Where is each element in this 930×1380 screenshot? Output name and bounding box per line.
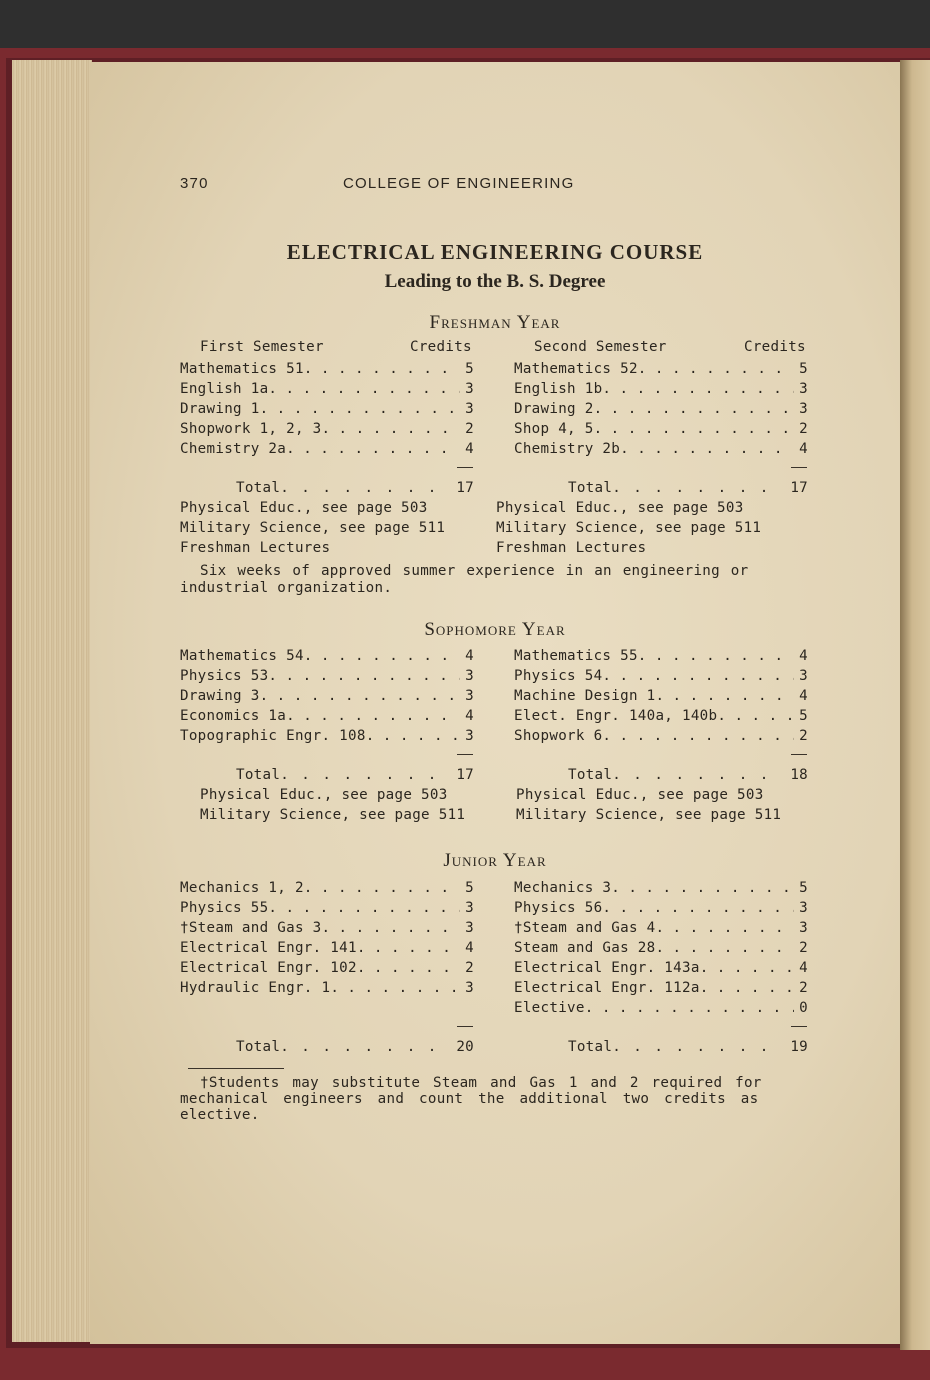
leader-dots bbox=[268, 666, 460, 686]
total-label: Total bbox=[568, 767, 613, 783]
course-credits: 2 bbox=[465, 421, 474, 437]
freshman-first-semester bbox=[180, 359, 474, 459]
leader-dots: . . . . . . . . bbox=[280, 767, 439, 783]
total-value: 17 bbox=[456, 767, 474, 783]
course-name: English 1a bbox=[180, 381, 269, 397]
course-row bbox=[514, 938, 808, 958]
course-credits: 5 bbox=[799, 880, 808, 896]
course-name: Physics 53 bbox=[180, 668, 269, 684]
course-row bbox=[180, 666, 474, 686]
leader-dots bbox=[321, 918, 460, 938]
course-row bbox=[180, 918, 474, 938]
leader-dots bbox=[620, 439, 794, 459]
junior-heading: Junior Year bbox=[443, 850, 547, 871]
total-label: Total bbox=[568, 1039, 613, 1055]
footnote: †Students may substitute Steam and Gas 1 and 2 required for bbox=[200, 1075, 762, 1091]
leader-dots bbox=[602, 379, 794, 399]
course-name: Electrical Engr. 112a bbox=[514, 980, 700, 996]
note: Military Science, see page 511 bbox=[180, 520, 446, 536]
leader-dots bbox=[330, 978, 460, 998]
course-credits: 3 bbox=[465, 900, 474, 916]
course-name: Drawing 2 bbox=[514, 401, 594, 417]
note: Physical Educ., see page 503 bbox=[200, 787, 448, 803]
course-row bbox=[180, 978, 474, 998]
leader-dots bbox=[717, 706, 794, 726]
freshman-left-total bbox=[236, 478, 474, 498]
course-name: Mathematics 52 bbox=[514, 361, 638, 377]
course-credits: 3 bbox=[465, 401, 474, 417]
course-credits: 4 bbox=[799, 960, 808, 976]
freshman-right-total bbox=[568, 478, 808, 498]
course-row bbox=[514, 439, 808, 459]
course-credits: 0 bbox=[799, 1000, 808, 1016]
course-row bbox=[180, 439, 474, 459]
course-name: Shop 4, 5 bbox=[514, 421, 594, 437]
course-row bbox=[514, 666, 808, 686]
course-name: Elect. Engr. 140a, 140b bbox=[514, 708, 718, 724]
course-credits: 2 bbox=[799, 980, 808, 996]
course-name: Hydraulic Engr. 1 bbox=[180, 980, 331, 996]
course-name: Machine Design 1 bbox=[514, 688, 656, 704]
total-label: Total bbox=[568, 480, 613, 496]
note: Military Science, see page 511 bbox=[496, 520, 762, 536]
course-name: Electrical Engr. 143a bbox=[514, 960, 700, 976]
course-row bbox=[514, 646, 808, 666]
course-credits: 3 bbox=[799, 401, 808, 417]
course-row bbox=[514, 726, 808, 746]
course-row bbox=[514, 379, 808, 399]
course-name: Physics 56 bbox=[514, 900, 603, 916]
course-name: Economics 1a bbox=[180, 708, 287, 724]
course-credits: 3 bbox=[465, 668, 474, 684]
course-name: Drawing 3 bbox=[180, 688, 260, 704]
leader-dots: . . . . . . . . bbox=[280, 1039, 439, 1055]
course-credits: 5 bbox=[465, 361, 474, 377]
leader-dots bbox=[594, 419, 794, 439]
page-subtitle: Leading to the B. S. Degree bbox=[384, 271, 606, 292]
leader-dots bbox=[260, 686, 460, 706]
course-row bbox=[180, 359, 474, 379]
leader-dots bbox=[638, 646, 794, 666]
course-name: Steam and Gas 28 bbox=[514, 940, 656, 956]
course-credits: 5 bbox=[799, 361, 808, 377]
course-row bbox=[514, 978, 808, 998]
course-credits: 4 bbox=[799, 441, 808, 457]
second-semester-label: Second Semester bbox=[534, 339, 667, 355]
credits-label-left: Credits bbox=[410, 339, 472, 355]
leader-dots bbox=[357, 938, 460, 958]
course-row bbox=[180, 646, 474, 666]
course-credits: 2 bbox=[799, 940, 808, 956]
leader-dots bbox=[602, 726, 794, 746]
leader-dots bbox=[304, 878, 460, 898]
course-credits: 3 bbox=[465, 688, 474, 704]
sophomore-right-total bbox=[568, 765, 808, 785]
course-name: Electrical Engr. 141 bbox=[180, 940, 357, 956]
leader-dots bbox=[268, 379, 460, 399]
page-title: ELECTRICAL ENGINEERING COURSE bbox=[286, 240, 704, 264]
junior-first-semester bbox=[180, 878, 474, 998]
course-name: †Steam and Gas 3 bbox=[180, 920, 322, 936]
leader-dots bbox=[286, 706, 460, 726]
total-value: 17 bbox=[790, 480, 808, 496]
footnote: mechanical engineers and count the additional two credits as bbox=[180, 1091, 759, 1107]
sum-line bbox=[791, 467, 807, 468]
credits-label-right: Credits bbox=[744, 339, 806, 355]
course-credits: 4 bbox=[799, 648, 808, 664]
sum-line bbox=[457, 754, 473, 755]
running-head: COLLEGE OF ENGINEERING bbox=[343, 175, 575, 192]
leader-dots: . . . . . . . . bbox=[280, 480, 439, 496]
course-row bbox=[514, 898, 808, 918]
leader-dots: . . . . . . . . bbox=[612, 480, 771, 496]
course-row bbox=[514, 359, 808, 379]
leader-dots bbox=[638, 359, 794, 379]
footnote-rule bbox=[188, 1068, 284, 1069]
course-name: Shopwork 1, 2, 3 bbox=[180, 421, 322, 437]
note: Freshman Lectures bbox=[180, 540, 331, 556]
course-row bbox=[180, 726, 474, 746]
leader-dots bbox=[304, 359, 460, 379]
total-label: Total bbox=[236, 480, 281, 496]
total-label: Total bbox=[236, 767, 281, 783]
junior-left-total bbox=[236, 1037, 474, 1057]
sophomore-heading: Sophomore Year bbox=[424, 619, 566, 640]
leader-dots bbox=[602, 898, 794, 918]
course-name: Mechanics 1, 2 bbox=[180, 880, 304, 896]
course-credits: 3 bbox=[799, 920, 808, 936]
page-number: 370 bbox=[180, 175, 209, 192]
course-name: Drawing 1 bbox=[180, 401, 260, 417]
first-semester-label: First Semester bbox=[200, 339, 324, 355]
course-credits: 4 bbox=[799, 688, 808, 704]
summer-note: industrial organization. bbox=[180, 580, 393, 596]
course-name: Mechanics 3 bbox=[514, 880, 612, 896]
leader-dots bbox=[611, 878, 794, 898]
course-credits: 2 bbox=[799, 728, 808, 744]
course-row bbox=[180, 958, 474, 978]
course-name: Mathematics 55 bbox=[514, 648, 638, 664]
course-name: Chemistry 2b bbox=[514, 441, 621, 457]
course-name: Shopwork 6 bbox=[514, 728, 603, 744]
course-credits: 3 bbox=[799, 900, 808, 916]
course-credits: 3 bbox=[465, 728, 474, 744]
leader-dots bbox=[366, 726, 460, 746]
course-row bbox=[514, 419, 808, 439]
course-name: Elective bbox=[514, 1000, 585, 1016]
leader-dots bbox=[655, 938, 794, 958]
footnote: elective. bbox=[180, 1107, 260, 1123]
summer-note: Six weeks of approved summer experience in an engineering or bbox=[200, 563, 749, 579]
course-name: Physics 55 bbox=[180, 900, 269, 916]
course-name: Physics 54 bbox=[514, 668, 603, 684]
leader-dots bbox=[260, 399, 460, 419]
course-credits: 5 bbox=[799, 708, 808, 724]
total-value: 18 bbox=[790, 767, 808, 783]
course-name: †Steam and Gas 4 bbox=[514, 920, 656, 936]
course-row bbox=[180, 898, 474, 918]
leader-dots bbox=[321, 419, 460, 439]
leader-dots: . . . . . . . . bbox=[612, 767, 771, 783]
course-row bbox=[180, 878, 474, 898]
leader-dots bbox=[602, 666, 794, 686]
note: Freshman Lectures bbox=[496, 540, 647, 556]
leader-dots bbox=[594, 399, 794, 419]
sum-line bbox=[791, 754, 807, 755]
course-credits: 3 bbox=[799, 381, 808, 397]
total-label: Total bbox=[236, 1039, 281, 1055]
leader-dots bbox=[357, 958, 460, 978]
course-credits: 3 bbox=[465, 920, 474, 936]
course-row bbox=[180, 419, 474, 439]
sum-line bbox=[791, 1026, 807, 1027]
course-credits: 3 bbox=[465, 980, 474, 996]
course-credits: 3 bbox=[799, 668, 808, 684]
course-credits: 3 bbox=[465, 381, 474, 397]
course-row bbox=[514, 878, 808, 898]
course-name: English 1b bbox=[514, 381, 603, 397]
total-value: 20 bbox=[456, 1039, 474, 1055]
course-row bbox=[514, 686, 808, 706]
sophomore-left-total bbox=[236, 765, 474, 785]
course-credits: 2 bbox=[465, 960, 474, 976]
course-row bbox=[514, 399, 808, 419]
course-row bbox=[180, 706, 474, 726]
course-row bbox=[514, 998, 808, 1018]
course-credits: 4 bbox=[465, 441, 474, 457]
course-name: Mathematics 51 bbox=[180, 361, 304, 377]
course-row bbox=[514, 706, 808, 726]
course-credits: 2 bbox=[799, 421, 808, 437]
sum-line bbox=[457, 1026, 473, 1027]
course-name: Mathematics 54 bbox=[180, 648, 304, 664]
sophomore-first-semester bbox=[180, 646, 474, 746]
junior-right-total bbox=[568, 1037, 808, 1057]
course-credits: 5 bbox=[465, 880, 474, 896]
junior-second-semester bbox=[514, 878, 808, 1018]
course-credits: 4 bbox=[465, 648, 474, 664]
leader-dots bbox=[655, 918, 794, 938]
note: Military Science, see page 511 bbox=[200, 807, 466, 823]
total-value: 19 bbox=[790, 1039, 808, 1055]
sophomore-second-semester bbox=[514, 646, 808, 746]
leader-dots bbox=[585, 998, 794, 1018]
leader-dots bbox=[304, 646, 460, 666]
total-value: 17 bbox=[456, 480, 474, 496]
note: Physical Educ., see page 503 bbox=[180, 500, 428, 516]
leader-dots bbox=[655, 686, 794, 706]
leader-dots: . . . . . . . . bbox=[612, 1039, 771, 1055]
note: Physical Educ., see page 503 bbox=[496, 500, 744, 516]
leader-dots bbox=[286, 439, 460, 459]
leader-dots bbox=[268, 898, 460, 918]
course-row bbox=[514, 958, 808, 978]
course-row bbox=[180, 686, 474, 706]
leader-dots bbox=[700, 958, 794, 978]
note: Physical Educ., see page 503 bbox=[516, 787, 764, 803]
course-name: Topographic Engr. 108 bbox=[180, 728, 366, 744]
freshman-second-semester bbox=[514, 359, 808, 459]
course-row bbox=[514, 918, 808, 938]
leader-dots bbox=[700, 978, 794, 998]
note: Military Science, see page 511 bbox=[516, 807, 782, 823]
course-row bbox=[180, 938, 474, 958]
course-name: Chemistry 2a bbox=[180, 441, 287, 457]
sum-line bbox=[457, 467, 473, 468]
freshman-heading: Freshman Year bbox=[429, 312, 561, 333]
course-credits: 4 bbox=[465, 940, 474, 956]
course-row bbox=[180, 399, 474, 419]
course-name: Electrical Engr. 102 bbox=[180, 960, 357, 976]
course-credits: 4 bbox=[465, 708, 474, 724]
course-row bbox=[180, 379, 474, 399]
